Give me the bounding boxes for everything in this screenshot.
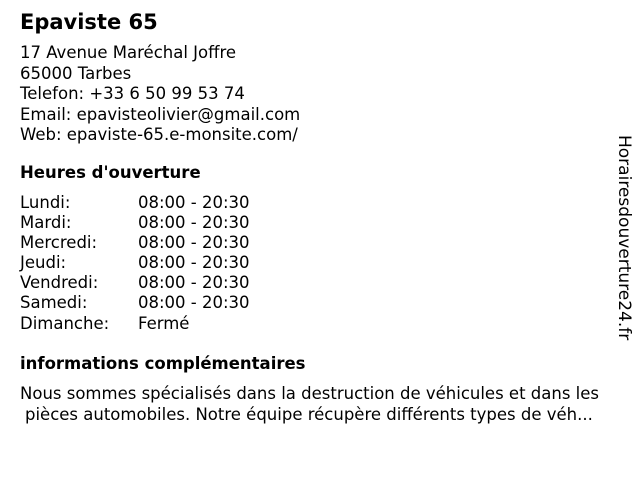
site-watermark: Horairesdouverture24.fr (614, 135, 634, 341)
time-value: 08:00 - 20:30 (138, 273, 250, 293)
day-label: Vendredi: (20, 273, 99, 293)
website-line: Web: epaviste-65.e-monsite.com/ (20, 125, 298, 144)
day-label: Mercredi: (20, 233, 98, 253)
time-value: 08:00 - 20:30 (138, 193, 250, 212)
email-line: Email: epavisteolivier@gmail.com (20, 104, 301, 124)
time-value: Fermé (138, 313, 190, 333)
contact-block (20, 43, 300, 146)
time-value: 08:00 - 20:30 (138, 293, 250, 313)
business-name: Epaviste 65 (20, 10, 158, 34)
hours-row-friday (20, 273, 320, 293)
additional-info-heading: informations complémentaires (20, 354, 306, 373)
time-value: 08:00 - 20:30 (138, 233, 250, 253)
time-value: 08:00 - 20:30 (138, 253, 250, 273)
hours-row-monday (20, 193, 320, 213)
hours-row-saturday (20, 293, 320, 313)
address-street: 17 Avenue Maréchal Joffre (20, 43, 237, 62)
description-line: Nous sommes spécialisés dans la destruction de véhicules et dans les (20, 384, 600, 403)
opening-hours-table (20, 193, 320, 334)
hours-row-thursday (20, 253, 320, 273)
day-label: Lundi: (20, 193, 71, 212)
opening-hours-heading: Heures d'ouverture (20, 163, 201, 182)
day-label: Mardi: (20, 213, 72, 233)
description-line: pièces automobiles. Notre équipe récupère différents types de véh... (25, 404, 593, 424)
hours-row-tuesday (20, 213, 320, 233)
day-label: Samedi: (20, 293, 88, 313)
address-city: 65000 Tarbes (20, 63, 132, 83)
day-label: Jeudi: (20, 253, 67, 273)
time-value: 08:00 - 20:30 (138, 213, 250, 233)
day-label: Dimanche: (20, 313, 110, 333)
business-description (20, 384, 630, 425)
hours-row-sunday (20, 314, 320, 334)
hours-row-wednesday (20, 233, 320, 253)
phone-line: Telefon: +33 6 50 99 53 74 (20, 84, 245, 103)
